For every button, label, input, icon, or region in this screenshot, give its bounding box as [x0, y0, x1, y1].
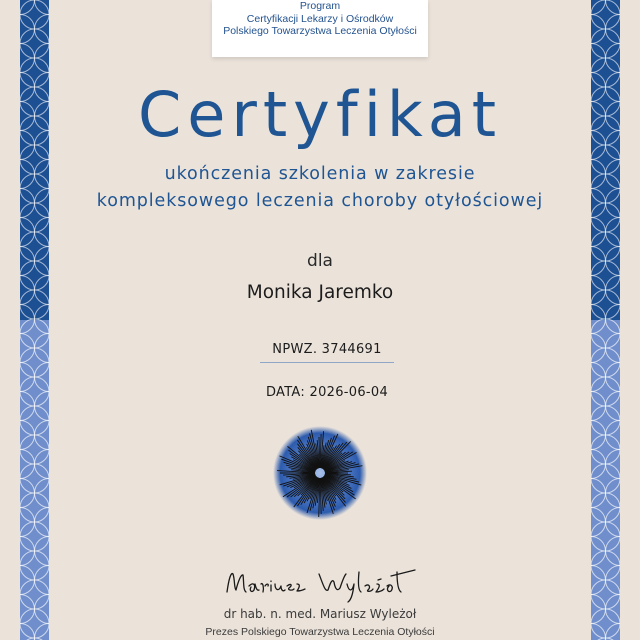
program-line: Certyfikacji Lekarzy i Ośrodków	[246, 12, 394, 25]
certificate-subtitle-line2: kompleksowego leczenia choroby otyłościowej	[96, 191, 544, 211]
signatory-name: dr hab. n. med. Mariusz Wyleżoł	[223, 607, 417, 621]
for-label: dla	[307, 251, 333, 271]
program-line: Program	[299, 0, 341, 12]
certificate-subtitle-line1: ukończenia szkolenia w zakresie	[164, 164, 476, 184]
starburst-emblem-icon	[270, 423, 370, 523]
circle-lattice-pattern-left	[20, 0, 49, 640]
circle-lattice-pattern-right	[591, 0, 620, 640]
program-header-box	[212, 0, 428, 57]
certificate-date: DATA: 2026-06-04	[265, 385, 389, 400]
right-border-pattern	[591, 0, 620, 640]
npwz-number: NPWZ. 3744691	[260, 342, 394, 363]
signature-image	[219, 562, 421, 604]
signatory-title: Prezes Polskiego Towarzystwa Leczenia Otyłości	[205, 626, 435, 638]
recipient-name: Monika Jaremko	[246, 282, 394, 303]
certificate-title: Certyfikat	[137, 78, 503, 151]
certificate-page	[49, 0, 591, 640]
program-line: Polskiego Towarzystwa Leczenia Otyłości	[223, 25, 417, 37]
left-border-pattern	[20, 0, 49, 640]
